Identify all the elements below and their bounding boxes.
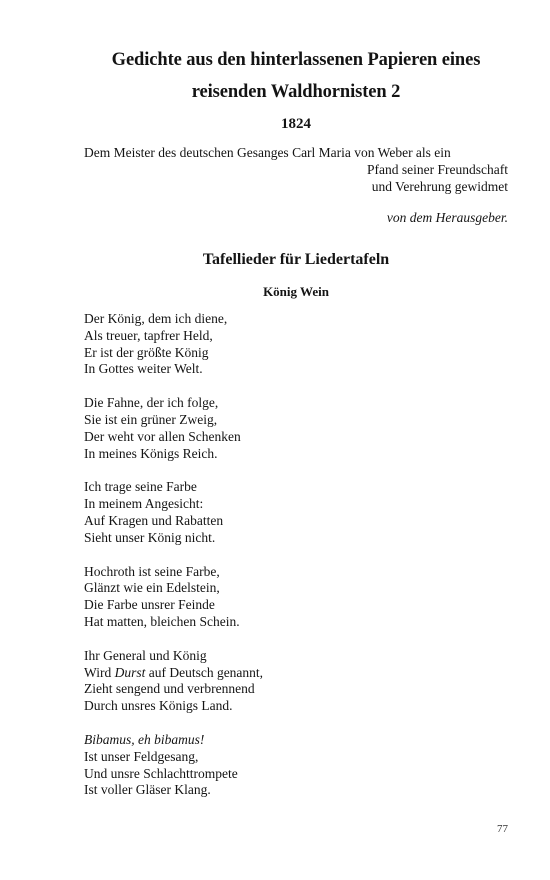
verse-line: Ist unser Feldgesang, <box>84 748 199 764</box>
stanza <box>84 395 508 462</box>
verse-line: Durch unsres Königs Land. <box>84 698 233 714</box>
verse-line: Ist voller Gläser Klang. <box>84 782 211 798</box>
verse-line: Zieht sengend und verbrennend <box>84 681 255 697</box>
verse-text: Wird <box>84 664 115 680</box>
dedication-line-1: Dem Meister des deutschen Gesanges Carl Maria von Weber als ein <box>84 145 451 160</box>
verse-line: Sie ist ein grüner Zweig, <box>84 411 218 427</box>
stanza <box>84 732 508 799</box>
verse-line: Hochroth ist seine Farbe, <box>84 563 220 579</box>
dedication-signature: von dem Herausgeber. <box>386 210 508 225</box>
dedication <box>84 144 508 195</box>
verse-line <box>84 732 508 749</box>
stanza <box>84 311 508 378</box>
verse-line: Der König, dem ich diene, <box>84 311 228 326</box>
section-title: Tafellieder für Liedertafeln <box>202 251 390 268</box>
verse-line: Ihr General und König <box>84 647 207 663</box>
stanza <box>84 564 508 631</box>
verse-line: In Gottes weiter Welt. <box>84 361 203 377</box>
verse-line: Sieht unser König nicht. <box>84 529 216 545</box>
verse-emphasis: Bibamus, eh bibamus! <box>84 731 205 747</box>
dedication-line-2: Pfand seiner Freundschaft <box>367 162 508 177</box>
stanza <box>84 479 508 546</box>
verse-line: Er ist der größte König <box>84 344 209 360</box>
dedication-line-3: und Verehrung gewidmet <box>371 179 508 194</box>
verse-line: In meinem Angesicht: <box>84 496 204 512</box>
verse-line: Als treuer, tapfrer Held, <box>84 327 213 343</box>
poem-body <box>84 311 508 816</box>
book-page <box>84 0 508 880</box>
verse-text: auf Deutsch genannt, <box>145 664 264 680</box>
stanza <box>84 648 508 715</box>
verse-line: Hat matten, bleichen Schein. <box>84 613 240 629</box>
verse-line: Auf Kragen und Rabatten <box>84 512 224 528</box>
verse-line: Die Fahne, der ich folge, <box>84 395 219 411</box>
verse-line: Glänzt wie ein Edelstein, <box>84 580 220 596</box>
poem-title: König Wein <box>263 284 329 299</box>
page-number: 77 <box>497 823 508 835</box>
verse-line: Ich trage seine Farbe <box>84 479 197 495</box>
verse-line: Der weht vor allen Schenken <box>84 428 241 444</box>
verse-line: In meines Königs Reich. <box>84 445 218 461</box>
year-heading: 1824 <box>281 116 311 132</box>
verse-line: Die Farbe unsrer Feinde <box>84 597 215 613</box>
verse-line <box>84 665 508 682</box>
page-title: Gedichte aus den hinterlassenen Papieren eines reisenden Waldhornisten 2 <box>111 50 481 102</box>
verse-emphasis: Durst <box>114 664 146 680</box>
verse-line: Und unsre Schlachttrompete <box>84 765 238 781</box>
